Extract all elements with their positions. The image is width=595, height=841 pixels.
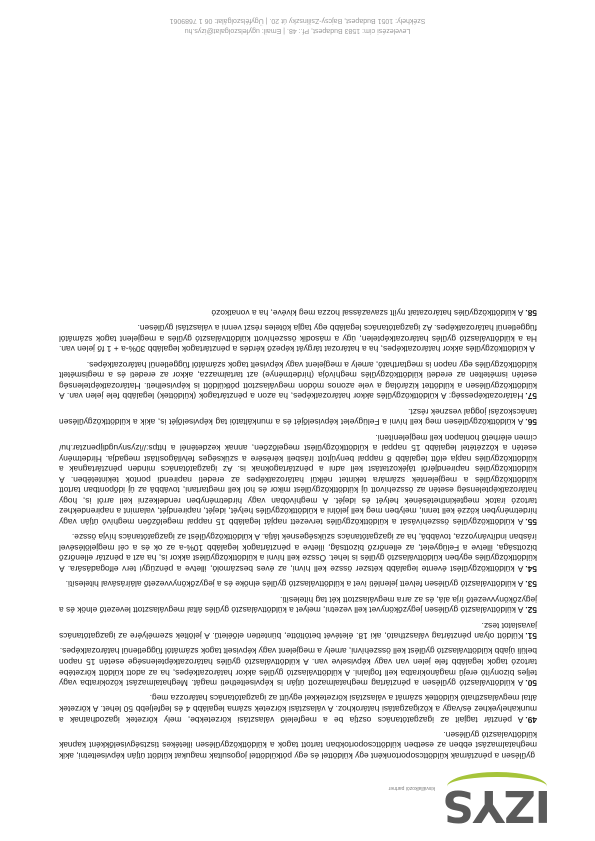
company-logo (351, 779, 551, 831)
paragraph-text: A küldöttközgyűlést évente legalább kétszer össze kell hívni, az éves beszámoló, illetve a pénzügyi terv elfogadására. A küldöttközgyűlés egyben küldöttválasztó gyűlés is lehet. Össze kell hívni a küldöttközgyűlést akkor is, ha azt a pénztár ellenőrző bizottsága, illetve a Felügyelet, az ellenőrző bizottság, illetve a pénztártagok legalább 10%-a az ok és a cél megjelölésével írásban indítványozza, továbbá, ha az igazgatótanács szükségesnek látja. A küldöttközgyűlést az igazgatótanács hívja össze. (59, 532, 537, 575)
paragraph (59, 729, 537, 761)
paragraph-text: Küldött olyan pénztártag választható, aki 18. életévét betöltötte, büntetlen előéletű. A jelöltek személyére az igazgatótanács javaslatot tesz. (59, 620, 537, 642)
document-body (59, 303, 537, 761)
page-footer (0, 15, 595, 35)
paragraph-number: 57. (525, 391, 537, 402)
paragraph-text: A küldöttközgyűlésen meg kell hívni a Felügyelet képviselőjét és a munkáltatói tag képviselőjét is, akik a küldöttközgyűlésen tanácskozási joggal vesznek részt. (59, 406, 537, 428)
paragraph-text: gyűlésen a pénztárnak küldöttcsoportonként egy küldöttel és egy pótküldöttel jogosultak magukat küldött útján képviseltetni, akik meghatalmazást ebben az esetben küldöttcsoportokban tartott tagok a küldöttközgyűlésen illetékes tisztségviselőkként kapnak küldöttvalasztó gyűlésen. (59, 729, 537, 761)
paragraph (59, 532, 537, 574)
logo-tagline: kisvállalkozói partner (388, 785, 435, 791)
paragraph (59, 307, 537, 318)
paragraph-text: A küldöttválasztó gyűlésen a pénztártag meghatalmazott útján is képviseltetheti magát. Meghatalmazást közokiratba vagy teljes bizonyító erejű magánokiratba kell foglalni. A küldöttválasztó gyűlés akkor határozatképes, ha az adott küldött körzetébe tartozó tagok legalább fele jelen van vagy képviselve van. A küldöttválasztó gyűlés határozatképtelensége esetén 15 napon belüli újabb küldöttválasztó gyűlést kell összehívni, amely a megjelent vagy képviselt tagok számától függetlenül határozatképes. (59, 646, 537, 689)
paragraph-text: A küldöttválasztó gyűlésen jegyzőkönyvet kell vezetni, melyet a küldöttválasztó gyűlés által megválasztott levezető elnök és a jegyzőkönyvvezető írja alá, és az arra megválasztott két tag hitelesíti. (59, 594, 537, 616)
paragraph (59, 620, 537, 641)
paragraph-number: 58. (525, 308, 537, 318)
paragraph-text: A küldöttközgyűlés összehívását a küldöttközgyűlés tervezett napját legalább 15 nappal megelőzően meghívó útján vagy hirdetményben közzé kell tenni, melyben meg kell jelölni a küldöttközgyűlés helyét, idejét, napirendjét, valamint a napirendekhez tartozó iratok megtekinthetésének helyét és idejét. A meghívóban vagy hirdetményben rendelkezni kell arról is, hogy határozatképtelenség esetén az összehívott új küldöttközgyűlést mikor és hol kell megtartani, továbbá az új időpontban tartott küldöttközgyűlés a megjelentek számára tekintet nélkül határozatképes az eredeti napirendi pontok tekintetében. A küldöttközgyűlés napirendjéről tájékoztatást kell adni a pénztártagoknak is. Az igazgatótanács minden pénztártagnak a küldöttközgyűlés napja előtt legalább 8 nappal benyújtott írásbeli kérésére a szükséges felvilágosítást megadja. Hirdetmény esetén a közzététel legalább 15 nappal a küldöttközgyűlést megelőzően, annak kezdeténél a https://izysnyugdijpenztar.hu/ címen elérhető honlapon kell megjeleníteni. (59, 432, 537, 528)
paragraph (59, 646, 537, 688)
paragraph-number: 49. (525, 714, 537, 725)
paragraph (59, 693, 537, 725)
paragraph (59, 406, 537, 427)
paragraph (59, 594, 537, 615)
paragraph-number: 56. (525, 417, 537, 428)
paragraph-number: 54. (525, 564, 537, 575)
footer-address-line: Székhely: 1051 Budapest, Bajcsy-Zsilinszky út 20. | Ügyfélszolgálat: 06 1 7689061 (169, 17, 426, 24)
logo-swoosh (447, 772, 547, 801)
logo-text: IZYS (443, 780, 551, 831)
footer-contact-line: Levelezési cím: 1583 Budapest, Pf.: 48. | Email: ugyfelszolgalat@izys.hu (184, 27, 411, 34)
paragraph-text: A küldöttközgyűlés akkor határozatképes, ha a határozat tárgyát képező kérdés a pénztártagok legalább 30%-a + 1 fő jelen van. Ha a küldöttválasztó gyűlés határozatképtelen, úgy a második összehívott küldöttválasztó gyűlés a megjelent tagok számától függetlenül határozatképes. Az igazgatótanács legalább egy tagja köteles részt venni a választási gyűlésen. (59, 323, 537, 355)
paragraph-number: 52. (525, 605, 537, 616)
paragraph (59, 579, 537, 590)
paragraph-number: 51. (525, 631, 537, 642)
paragraph-text: A küldöttközgyűlés határozatait nyílt szavazással hozza meg kivéve, ha a vonatkozó (211, 308, 524, 318)
paragraph-text: A küldöttválasztó gyűlésen felvett jelenléti ívet a küldöttválasztó gyűlés elnöke és a jegyzőkönyvvezető aláírásával hitelesíti. (65, 579, 524, 590)
paragraph (59, 323, 537, 355)
paragraph-number: 55. (525, 517, 537, 528)
paragraph-text: A pénztár tagjait az igazgatótanács osztja be a megfelelő választási körzetekbe, mely körzetek igazodhatnak a munkahelyekhez és/vagy a közigazgatási határokhoz. A választási körzetek száma legalább 4 és legfeljebb 50 lehet. A körzetek által megválasztható küldöttek számát a választási körzetekkel együtt az igazgatótanács határozza meg. (59, 693, 537, 725)
paragraph (59, 432, 537, 527)
paragraph-text: Határozatképesség: A küldöttközgyűlés akkor határozatképes, ha azon a pénztártagok (küldöttek) legalább fele jelen van. A küldöttközgyűlésen a küldöttet kizárólag a vele azonos módon megválasztott pótküldött is képviselheti. Határozatképtelenség esetén ismételten az eredeti küldöttközgyűlés meghívója (hirdetménye) azt tartalmazza, akkor az eredeti és a megismételt küldöttközgyűlés egy napon is megtartható, amely a megjelent vagy képviselt tagok számától függetlenül határozatképes. (59, 359, 537, 402)
paragraph-number: 53. (525, 579, 537, 590)
paragraph-number: 50. (525, 678, 537, 689)
paragraph (59, 359, 537, 401)
